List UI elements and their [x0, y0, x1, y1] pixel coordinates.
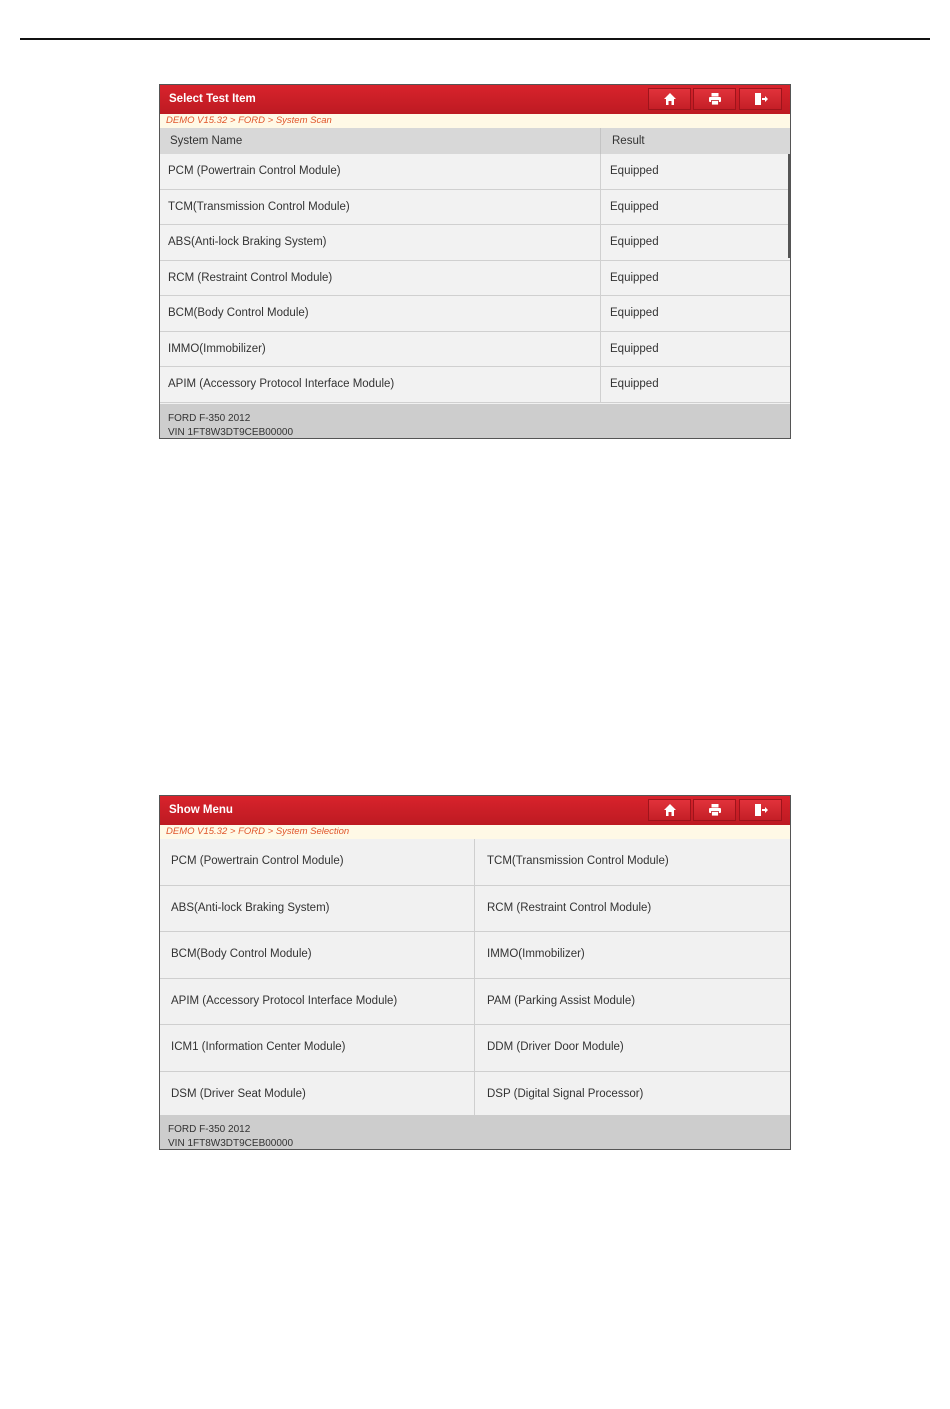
menu-item-bcm[interactable]: BCM(Body Control Module) — [160, 932, 475, 979]
table-row[interactable] — [160, 190, 790, 226]
result-cell: Equipped — [610, 271, 659, 284]
column-divider — [600, 190, 601, 225]
result-cell: Equipped — [610, 307, 659, 319]
printer-icon — [708, 803, 722, 817]
table-row[interactable] — [160, 367, 790, 403]
home-icon — [663, 92, 677, 106]
system-name-cell: BCM(Body Control Module) — [168, 307, 309, 319]
column-divider — [600, 128, 601, 154]
exit-button[interactable] — [739, 88, 782, 110]
system-name-cell: APIM (Accessory Protocol Interface Module) — [168, 378, 395, 390]
column-divider — [600, 332, 601, 367]
menu-item-tcm[interactable]: TCM(Transmission Control Module) — [475, 839, 790, 886]
printer-icon — [708, 92, 722, 106]
system-name-cell: RCM (Restraint Control Module) — [168, 271, 333, 284]
menu-item-pcm[interactable]: PCM (Powertrain Control Module) — [160, 839, 475, 886]
system-name-cell: PCM (Powertrain Control Module) — [168, 165, 341, 177]
vehicle-info-footer — [160, 1115, 790, 1149]
print-button[interactable] — [693, 799, 736, 821]
system-name-cell: ABS(Anti-lock Braking System) — [168, 236, 327, 248]
page-header-rule — [20, 38, 930, 40]
column-divider — [600, 154, 601, 189]
column-divider — [600, 261, 601, 296]
home-icon — [663, 803, 677, 817]
screen-title: Select Test Item — [169, 93, 256, 105]
title-bar — [160, 796, 790, 825]
menu-item-dsp[interactable]: DSP (Digital Signal Processor) — [475, 1072, 790, 1119]
scrollbar[interactable] — [788, 154, 790, 258]
menu-item-ddm[interactable]: DDM (Driver Door Module) — [475, 1025, 790, 1072]
home-button[interactable] — [648, 799, 691, 821]
select-test-item-screen — [159, 84, 791, 439]
menu-item-rcm[interactable]: RCM (Restraint Control Module) — [475, 886, 790, 933]
breadcrumb: DEMO V15.32 > FORD > System Scan — [160, 114, 790, 128]
vehicle-model: FORD F-350 2012 — [168, 1124, 251, 1135]
exit-icon — [754, 92, 768, 106]
result-cell: Equipped — [610, 378, 659, 390]
table-row[interactable] — [160, 296, 790, 332]
vehicle-model: FORD F-350 2012 — [168, 413, 251, 424]
menu-item-immo[interactable]: IMMO(Immobilizer) — [475, 932, 790, 979]
result-cell: Equipped — [610, 342, 659, 355]
menu-item-pam[interactable]: PAM (Parking Assist Module) — [475, 979, 790, 1026]
vehicle-vin: VIN 1FT8W3DT9CEB00000 — [168, 427, 294, 438]
result-cell: Equipped — [610, 200, 659, 213]
table-row[interactable] — [160, 261, 790, 297]
vehicle-vin: VIN 1FT8W3DT9CEB00000 — [168, 1138, 294, 1149]
column-header-result: Result — [612, 135, 645, 147]
column-divider — [600, 367, 601, 402]
column-divider — [600, 296, 601, 331]
result-cell: Equipped — [610, 165, 659, 177]
show-menu-screen — [159, 795, 791, 1150]
result-cell: Equipped — [610, 236, 659, 248]
exit-button[interactable] — [739, 799, 782, 821]
title-bar — [160, 85, 790, 114]
home-button[interactable] — [648, 88, 691, 110]
vehicle-info-footer — [160, 404, 790, 438]
menu-item-icm1[interactable]: ICM1 (Information Center Module) — [160, 1025, 475, 1072]
table-row[interactable] — [160, 332, 790, 368]
table-header — [160, 128, 790, 154]
table-row[interactable] — [160, 225, 790, 261]
menu-item-apim[interactable]: APIM (Accessory Protocol Interface Module) — [160, 979, 475, 1026]
exit-icon — [754, 803, 768, 817]
system-name-cell: TCM(Transmission Control Module) — [168, 200, 350, 213]
system-name-cell: IMMO(Immobilizer) — [168, 342, 266, 355]
menu-item-abs[interactable]: ABS(Anti-lock Braking System) — [160, 886, 475, 933]
table-row[interactable] — [160, 154, 790, 190]
screen-title: Show Menu — [169, 804, 233, 816]
column-divider — [600, 225, 601, 260]
print-button[interactable] — [693, 88, 736, 110]
column-header-system-name: System Name — [170, 135, 243, 147]
menu-item-dsm[interactable]: DSM (Driver Seat Module) — [160, 1072, 475, 1119]
system-menu-grid — [160, 839, 790, 1118]
breadcrumb: DEMO V15.32 > FORD > System Selection — [160, 825, 790, 839]
